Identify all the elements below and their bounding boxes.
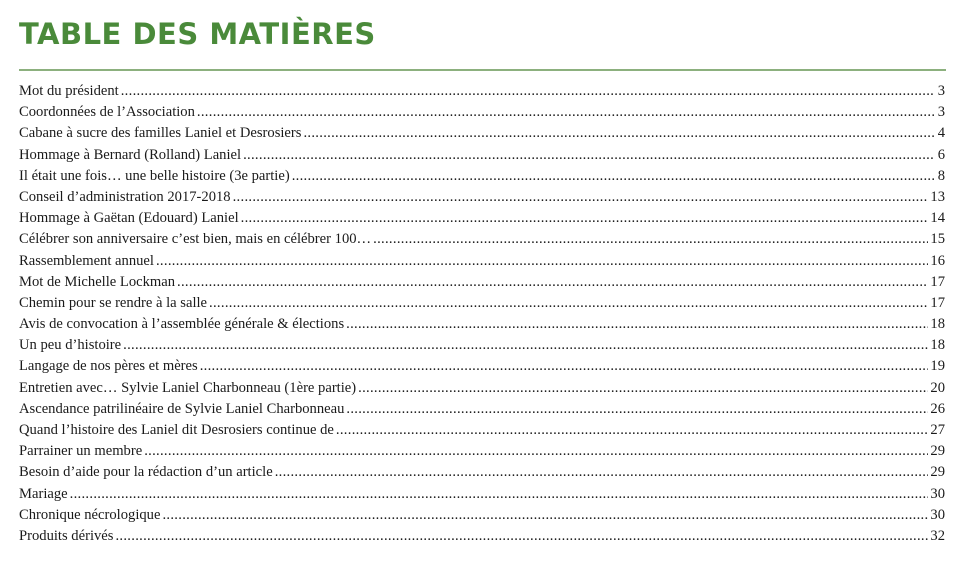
dot-leader — [241, 210, 929, 227]
table-of-contents — [19, 83, 945, 549]
toc-entry-page-number: 27 — [930, 422, 945, 438]
toc-entry-page-number: 16 — [930, 252, 945, 269]
toc-entry-title: Hommage à Bernard (Rolland) Laniel — [19, 146, 242, 163]
toc-entry-page-number: 17 — [930, 294, 945, 311]
toc-entry-page-number: 15 — [930, 231, 945, 248]
toc-entry-title: Rassemblement annuel — [19, 252, 154, 269]
toc-entry-page-number: 32 — [930, 527, 945, 544]
toc-entry-title: Célébrer son anniversaire c’est bien, mais en célébrer 100… — [19, 231, 372, 248]
dot-leader — [162, 507, 928, 524]
toc-entry-title: Ascendance patrilinéaire de Sylvie Laniel Charbonneau — [19, 400, 345, 417]
dot-leader — [243, 147, 934, 164]
toc-entry-page-number: 30 — [930, 485, 945, 502]
toc-entry-title: Il était une fois… une belle histoire (3e partie) — [19, 167, 290, 184]
toc-entry-page-number: 29 — [930, 464, 945, 481]
toc-entry-page-number: 13 — [930, 188, 945, 205]
toc-entry-title: Mot du président — [19, 83, 119, 99]
toc-entry-title: Quand l’histoire des Laniel dit Desrosiers continue de — [19, 422, 334, 438]
dot-leader — [115, 528, 928, 545]
toc-entry-page-number: 8 — [937, 167, 945, 184]
toc-entry-title: Avis de convocation à l’assemblée générale & élections — [19, 316, 345, 333]
toc-entry[interactable] — [19, 401, 945, 422]
dot-leader — [346, 401, 928, 418]
dot-leader — [233, 189, 929, 206]
toc-entry[interactable] — [19, 380, 945, 401]
toc-entry-page-number: 19 — [930, 358, 945, 375]
toc-entry[interactable] — [19, 528, 945, 549]
toc-entry-page-number: 29 — [930, 443, 945, 460]
toc-entry[interactable] — [19, 358, 945, 379]
toc-entry-page-number: 14 — [930, 210, 945, 227]
toc-entry-title: Mariage — [19, 485, 68, 502]
toc-entry-page-number: 30 — [930, 506, 945, 523]
dot-leader — [346, 316, 928, 333]
toc-entry-page-number: 17 — [930, 273, 945, 290]
dot-leader — [209, 295, 928, 312]
toc-entry[interactable] — [19, 210, 945, 231]
toc-entry-title: Parrainer un membre — [19, 443, 143, 460]
toc-entry[interactable] — [19, 231, 945, 252]
toc-entry-title: Chronique nécrologique — [19, 506, 161, 523]
toc-entry[interactable] — [19, 507, 945, 528]
dot-leader — [70, 486, 929, 503]
dot-leader — [200, 358, 929, 375]
dot-leader — [358, 380, 928, 397]
toc-entry-page-number: 26 — [930, 400, 945, 417]
toc-entry[interactable] — [19, 443, 945, 464]
toc-entry-title: Mot de Michelle Lockman — [19, 273, 176, 290]
toc-entry[interactable] — [19, 253, 945, 274]
dot-leader — [177, 274, 928, 291]
toc-entry[interactable] — [19, 316, 945, 337]
toc-entry[interactable] — [19, 486, 945, 507]
toc-entry-page-number: 3 — [937, 83, 945, 99]
dot-leader — [292, 168, 934, 185]
toc-entry-page-number: 18 — [930, 316, 945, 333]
toc-entry-title: Langage de nos pères et mères — [19, 358, 198, 375]
dot-leader — [156, 253, 928, 270]
toc-entry[interactable] — [19, 422, 945, 443]
toc-entry[interactable] — [19, 125, 945, 146]
toc-entry-page-number: 6 — [937, 146, 945, 163]
toc-entry-title: Cabane à sucre des familles Laniel et Desrosiers — [19, 125, 302, 142]
toc-entry[interactable] — [19, 104, 945, 125]
dot-leader — [144, 443, 928, 460]
toc-entry[interactable] — [19, 337, 945, 358]
dot-leader — [336, 422, 929, 439]
toc-entry-page-number: 18 — [930, 337, 945, 354]
toc-entry-page-number: 4 — [937, 125, 945, 142]
toc-entry-title: Entretien avec… Sylvie Laniel Charbonneau (1ère partie) — [19, 379, 357, 396]
toc-entry[interactable] — [19, 168, 945, 189]
toc-entry-title: Besoin d’aide pour la rédaction d’un article — [19, 464, 273, 481]
toc-entry[interactable] — [19, 295, 945, 316]
toc-entry[interactable] — [19, 147, 945, 168]
toc-entry[interactable] — [19, 83, 945, 104]
toc-entry-title: Hommage à Gaëtan (Edouard) Laniel — [19, 210, 239, 227]
dot-leader — [121, 83, 934, 100]
toc-entry-page-number: 20 — [930, 379, 945, 396]
toc-entry[interactable] — [19, 274, 945, 295]
toc-entry[interactable] — [19, 464, 945, 485]
dot-leader — [123, 337, 928, 354]
dot-leader — [197, 104, 934, 121]
toc-entry-page-number: 3 — [937, 104, 945, 121]
dot-leader — [275, 464, 929, 481]
toc-entry[interactable] — [19, 189, 945, 210]
dot-leader — [303, 125, 934, 142]
toc-entry-title: Chemin pour se rendre à la salle — [19, 294, 208, 311]
toc-entry-title: Produits dérivés — [19, 527, 114, 544]
toc-entry-title: Conseil d’administration 2017-2018 — [19, 188, 231, 205]
dot-leader — [373, 231, 928, 248]
page-title: TABLE DES MATIÈRES — [19, 17, 376, 51]
heading-divider — [19, 69, 946, 71]
toc-entry-title: Un peu d’histoire — [19, 337, 122, 354]
cropped-footer-text — [19, 560, 945, 567]
toc-entry-title: Coordonnées de l’Association — [19, 104, 195, 121]
